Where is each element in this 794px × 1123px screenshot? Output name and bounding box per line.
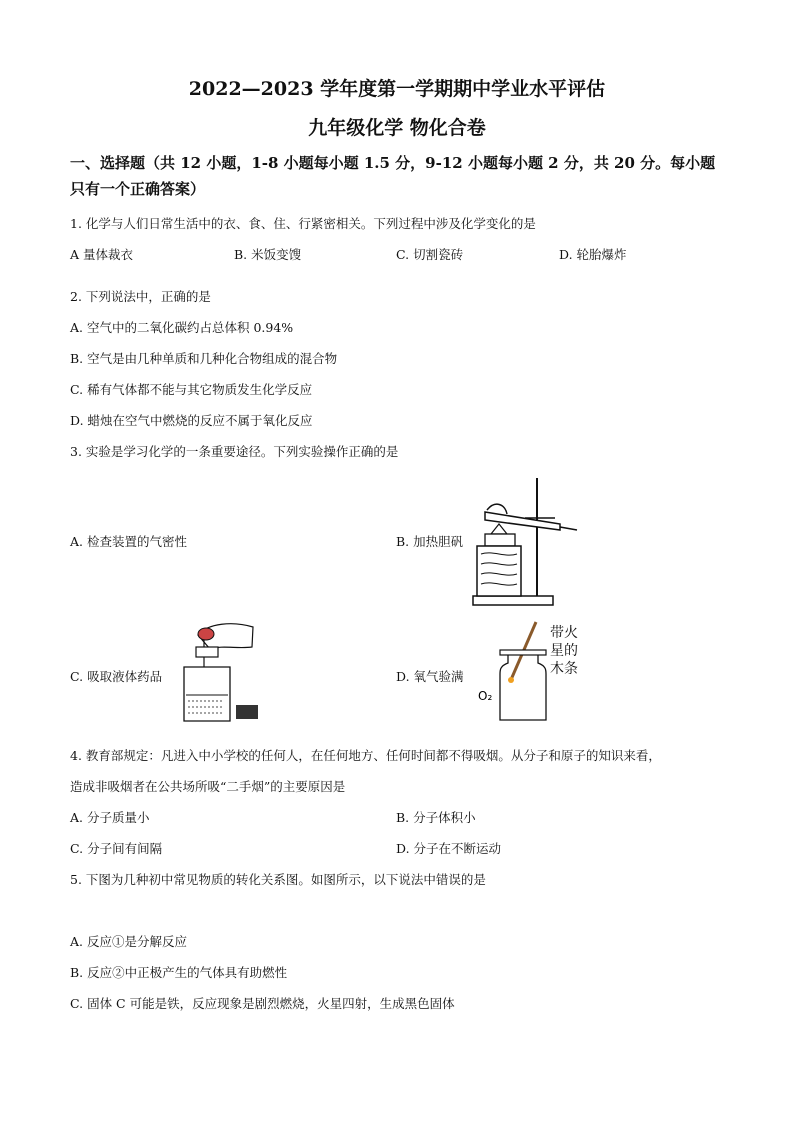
dropper-bottle-figure — [178, 615, 268, 725]
stick-label: 带火星的木条 — [550, 625, 578, 677]
section-heading — [70, 150, 730, 202]
q1-option-d: D. 轮胎爆炸 — [559, 247, 627, 262]
q5-option-b: B. 反应②中正极产生的气体具有助燃性 — [70, 965, 288, 980]
q1-option-b: B. 米饭变馊 — [234, 247, 302, 262]
q1-option-a: A 量体裁衣 — [70, 247, 134, 262]
q5-stem: 5. 下图为几种初中常见物质的转化关系图。如图所示，以下说法中错误的是 — [70, 872, 486, 887]
q4-option-d: D. 分子在不断运动 — [396, 841, 502, 856]
q2-stem: 2. 下列说法中，正确的是 — [70, 289, 211, 304]
exam-title: 2022—2023 学年度第一学期期中学业水平评估 — [188, 78, 606, 100]
heating-apparatus-figure — [465, 472, 580, 610]
q5-option-c: C. 固体 C 可能是铁，反应现象是剧烈燃烧，火星四射，生成黑色固体 — [70, 996, 455, 1011]
q2-option-d: D. 蜡烛在空气中燃烧的反应不属于氧化反应 — [70, 413, 313, 428]
q2-option-c: C. 稀有气体都不能与其它物质发生化学反应 — [70, 382, 313, 397]
q1-option-c: C. 切割瓷砖 — [396, 247, 464, 262]
exam-subtitle: 九年级化学 物化合卷 — [308, 117, 486, 139]
q2-option-b: B. 空气是由几种单质和几种化合物组成的混合物 — [70, 351, 338, 366]
q3-option-a: A. 检查装置的气密性 — [70, 534, 187, 549]
q4-stem-line2: 造成非吸烟者在公共场所吸“二手烟”的主要原因是 — [70, 779, 346, 794]
section-heading-line2: 只有一个正确答案） — [70, 180, 206, 198]
q4-option-a: A. 分子质量小 — [70, 810, 150, 825]
q4-stem-line1: 4. 教育部规定：凡进入中小学校的任何人，在任何地方、任何时间都不得吸烟。从分子和原子的知识来看， — [70, 748, 661, 763]
o2-label: O₂ — [478, 689, 493, 703]
q4-option-b: B. 分子体积小 — [396, 810, 476, 825]
q2-option-a: A. 空气中的二氧化碳约占总体积 0.94% — [70, 320, 294, 335]
q5-option-a: A. 反应①是分解反应 — [70, 934, 187, 949]
q3-option-d: D. 氧气验满 — [396, 669, 464, 684]
q3-option-b: B. 加热胆矾 — [396, 534, 464, 549]
q3-stem: 3. 实验是学习化学的一条重要途径。下列实验操作正确的是 — [70, 444, 399, 459]
q1-stem: 1. 化学与人们日常生活中的衣、食、住、行紧密相关。下列过程中涉及化学变化的是 — [70, 216, 536, 231]
q3-option-c: C. 吸取液体药品 — [70, 669, 163, 684]
q4-option-c: C. 分子间有间隔 — [70, 841, 163, 856]
section-heading-line1: 一、选择题（共 12 小题，1-8 小题每小题 1.5 分，9-12 小题每小题 2 分，共 20 分。每小题 — [70, 154, 716, 172]
